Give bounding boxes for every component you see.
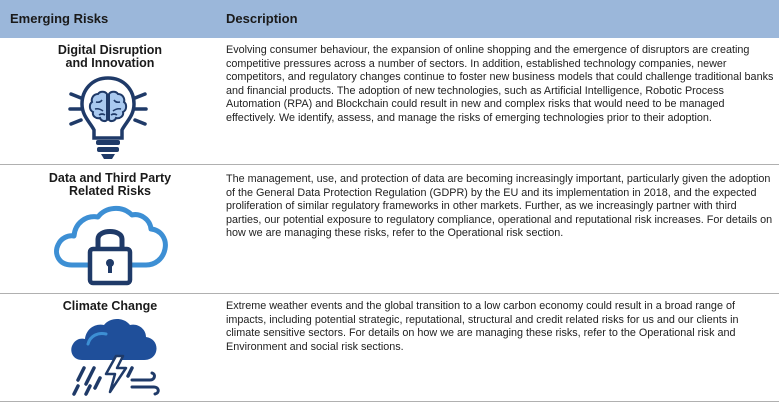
header-emerging-risks: Emerging Risks bbox=[10, 11, 109, 26]
risk-name-line: Climate Change bbox=[62, 299, 158, 313]
risk-name-line: Digital Disruption bbox=[57, 43, 163, 57]
header-description: Description bbox=[226, 11, 298, 26]
table-row bbox=[0, 38, 779, 164]
table-row bbox=[0, 294, 779, 402]
risk-description: Extreme weather events and the global transition to a low carbon economy could result in a broad range of impacts, including potential strategic, reputational, structural and credit related risks for us and our clients in climate sensitive sectors. For details on how we are managing these risks, refer to the Operational risk and Environment and social risk sections. bbox=[226, 300, 739, 353]
risk-name bbox=[0, 44, 220, 70]
risk-description: Evolving consumer behaviour, the expansion of online shopping and the emergence of disruptors are creating competitive pressures across a number of sectors. In addition, established technology companies, newer competitors, and regulatory changes continue to foster new business models that could challenge traditional banks and financial products. The adoption of new technologies, such as Artificial Intelligence, Robotic Process Automation (RPA) and Blockchain could result in new and complex risks that would need to be managed effectively. We identify, assess, and manage the risks of emerging technologies prior to their adoption. bbox=[226, 44, 774, 124]
risk-name bbox=[0, 172, 220, 198]
table-header bbox=[0, 0, 779, 38]
risk-name-line: Data and Third Party bbox=[48, 171, 172, 185]
risk-name-line: and Innovation bbox=[65, 56, 155, 70]
lightbulb-brain-icon bbox=[68, 72, 148, 162]
cloud-lock-icon bbox=[50, 203, 170, 289]
storm-cloud-icon bbox=[66, 316, 162, 400]
table-row bbox=[0, 165, 779, 293]
risk-description: The management, use, and protection of data are becoming increasingly important, particularly given the adoption of the General Data Protection Regulation (GDPR) by the EU and its implementation in 2018, and the expected proliferation of similar regulatory frameworks in other markets. Further, as we increasingly partner with third parties, our potential exposure to regulatory compliance, operational and reputational risk increases. For details on how we are managing these risks, refer to the Operational risk section. bbox=[226, 173, 773, 240]
risk-name bbox=[0, 300, 220, 313]
risk-name-line: Related Risks bbox=[69, 184, 151, 198]
